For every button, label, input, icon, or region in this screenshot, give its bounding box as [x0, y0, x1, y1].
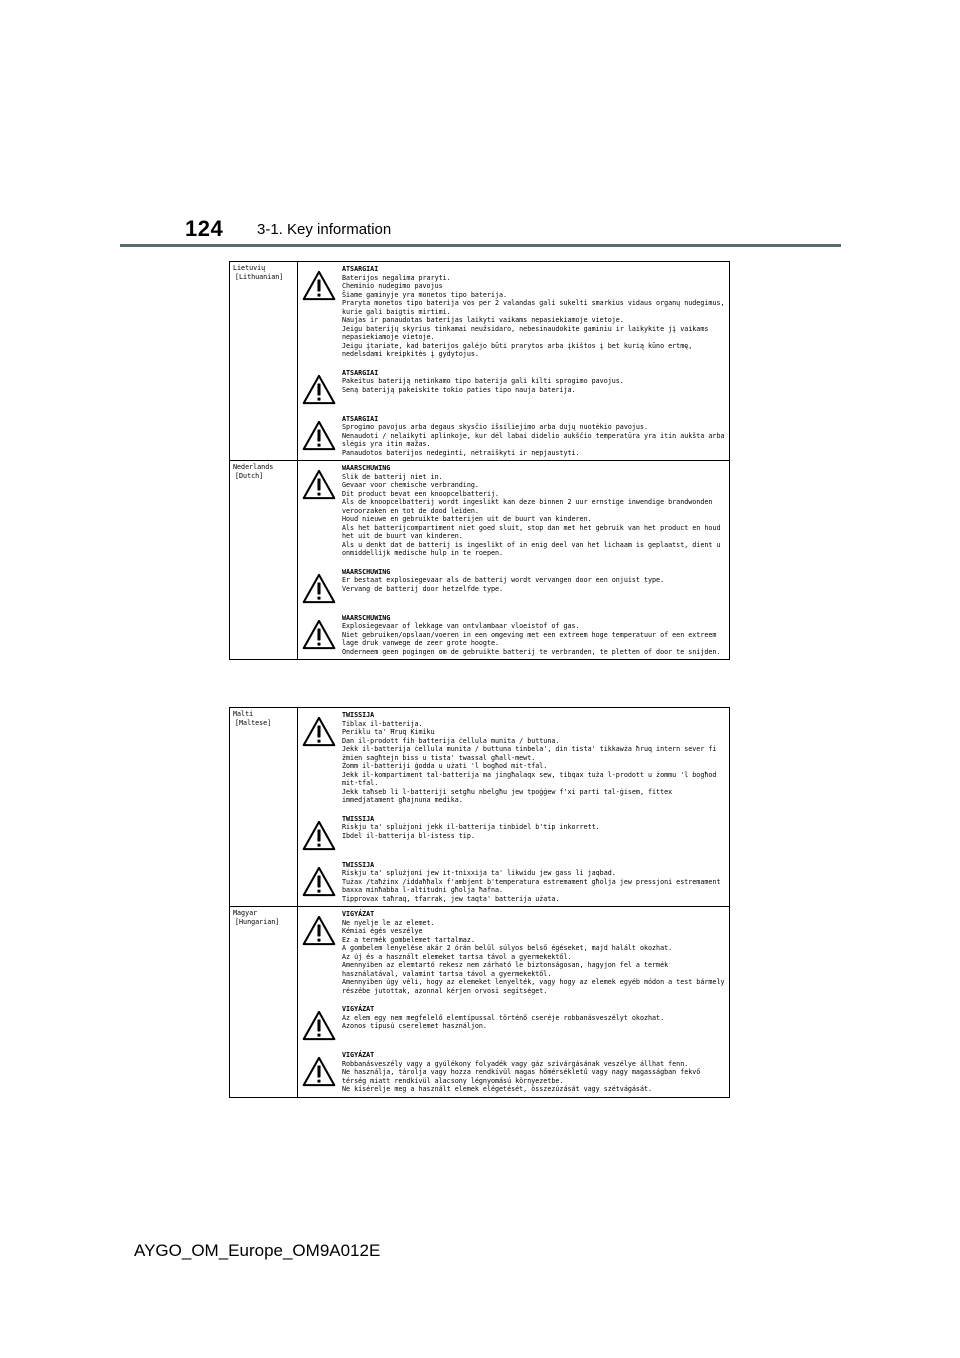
warning-line: Vervang de batterij door hetzelfde type. [342, 584, 504, 593]
warning-triangle-icon [302, 464, 342, 500]
language-cell [230, 461, 298, 660]
warning-block [302, 815, 727, 851]
warning-triangle-icon [302, 711, 342, 747]
warning-triangle-icon [302, 568, 342, 604]
language-english: [Maltese] [235, 718, 272, 727]
warning-line: Tipprovax taħraq, tfarrak, jew taqta' batterija użata. [342, 894, 560, 903]
warning-line: Praryta monetos tipo baterija vos per 2 valandas gali sukelti smarkius vidaus organų nudegimus, kurie gali baigtis mirtimi. [342, 299, 725, 316]
warning-line: Ne nyelje le az elemet. [342, 918, 435, 927]
language-name: Magyar [233, 909, 258, 917]
warning-table-1 [229, 261, 730, 660]
warning-block [302, 369, 727, 405]
language-row-hungarian [230, 907, 730, 1098]
warning-content [298, 262, 730, 461]
warning-triangle-icon [302, 1005, 342, 1041]
warning-line: Ne kísérelje meg a használt elemek elégetését, összezúzását vagy szétvágását. [342, 1085, 653, 1093]
warning-line: Amennyiben úgy véli, hogy az elemeket lenyelték, vagy hogy az elemek egyéb módon a test bármely részébe jutottak, azonnal kérjen orvosi segítséget. [342, 978, 725, 995]
warning-line: Als het batterijcompartiment niet goed sluit, stop dan met het gebruik van het product en houd het uit de buurt van kinderen. [342, 523, 721, 540]
warning-table-2 [229, 707, 730, 1098]
language-name: Lietuvių [233, 264, 266, 272]
warning-line: Robbanásveszély vagy a gyúlékony folyadék vagy gáz szivárgásának veszélye állhat fenn. [342, 1059, 689, 1068]
warning-heading: WAARSCHUWING [342, 567, 391, 576]
warning-line: Az elem egy nem megfelelő elemtípussal történő cseréje robbanásveszélyt okozhat. [342, 1013, 665, 1022]
warning-triangle-icon [302, 910, 342, 946]
warning-line: Tużax /taħżinx /iddaħħalx f'ambjent b'temperatura estremament għolja jew pressjoni estremament baxxa minħabba l-altitudni għolja ħafna. [342, 877, 721, 894]
language-cell [230, 907, 298, 1098]
warning-heading: TWISSIJA [342, 814, 375, 823]
warning-line: Slik de batterij niet in. [342, 472, 443, 481]
warning-heading: ATSARGIAI [342, 265, 379, 273]
warning-content [298, 461, 730, 660]
warning-line: Cheminio nudegimo pavojus [342, 282, 443, 290]
warning-block [302, 910, 727, 995]
warning-line: Dan il-prodott fih batterija ċellula munita / buttuna. [342, 736, 560, 745]
warning-heading: VIGYÁZAT [342, 1051, 375, 1059]
warning-block [302, 1005, 727, 1041]
warning-line: Jeigu baterijų skyrius tinkamai neužsidaro, nebesinaudokite gaminiu ir laikykite jį vaikams nepasiekiamoje vietoje. [342, 324, 709, 341]
warning-heading: ATSARGIAI [342, 368, 379, 377]
warning-line: Jekk taħseb li l-batteriji setgħu nbelgħu jew tpoġġew f'xi parti tal-ġisem, fittex immedjatament għajnuna medika. [342, 787, 673, 804]
warning-line: Riskju ta' splużjoni jekk il-batterija tinbidel b'tip inkorrett. [342, 823, 600, 831]
warning-block [302, 1051, 727, 1094]
warning-triangle-icon [302, 614, 342, 650]
language-row-dutch [230, 461, 730, 660]
warning-block [302, 265, 727, 359]
warning-line: Jekk il-kompartiment tal-batterija ma jingħalaqx sew, tibqax tuża l-prodott u żommu 'l bogħod mit-tfal. [342, 770, 717, 787]
warning-line: Niet gebruiken/opslaan/voeren in een omgeving met een extreem hoge temperatuur of een extreem lage druk vanwege de zeer grote hoogte. [342, 630, 717, 647]
warning-line: Als u denkt dat de batterij is ingeslikt of in enig deel van het lichaam is geplaatst, dient u onmiddellijk medische hulp in te roepen. [342, 540, 721, 557]
warning-triangle-icon [302, 861, 342, 897]
language-name: Nederlands [233, 463, 274, 471]
language-english: [Lithuanian] [235, 272, 284, 281]
warning-line: Ez a termék gombelemet tartalmaz. [342, 935, 475, 944]
warning-heading: WAARSCHUWING [342, 613, 391, 622]
warning-line: Panaudotos baterijos nedeginti, netraiškyti ir nepjaustyti. [342, 448, 580, 457]
language-english: [Dutch] [235, 471, 264, 480]
warning-line: Explosiegevaar of lekkage van ontvlambaar vloeistof of gas. [342, 622, 580, 630]
warning-line: Baterijos negalima praryti. [342, 273, 451, 282]
warning-line: Jekk il-batterija ċellula munita / buttuna tinbela', din tista' tikkawża ħruq intern sever fi żmien sagħtejn biss u tista' twassal għall-mewt. [342, 745, 717, 762]
warning-line: Šiame gaminyje yra monetos tipo baterija. [342, 290, 508, 299]
warning-heading: TWISSIJA [342, 711, 375, 719]
warning-content [298, 907, 730, 1098]
warning-line: Nenaudoti / nelaikyti aplinkoje, kur dėl labai didelio aukščio temperatūra yra itin aukšta arba slėgis yra itin mažas. [342, 431, 725, 448]
warning-line: Azonos típusú cserelemet használjon. [342, 1022, 487, 1030]
language-row-maltese [230, 708, 730, 907]
warning-heading: WAARSCHUWING [342, 464, 391, 472]
language-cell [230, 262, 298, 461]
language-row-lithuanian [230, 262, 730, 461]
page-number: 124 [185, 216, 224, 241]
warning-line: Onderneem geen pogingen om de gebruikte batterij te verbranden, te pletten of door te snijden. [342, 647, 721, 656]
warning-block [302, 415, 727, 458]
warning-heading: TWISSIJA [342, 860, 375, 869]
warning-line: Naujas ir panaudotas baterijas laikyti vaikams nepasiekiamoje vietoje. [342, 316, 624, 324]
warning-line: Sprogimo pavojus arba degaus skysčio išsiliejimo arba dujų nuotėkio pavojus. [342, 423, 648, 431]
section-title: 3-1. Key information [257, 221, 392, 238]
warning-line: A gombelem lenyelése akár 2 órán belül súlyos belső égéseket, majd halált okozhat. [342, 944, 673, 952]
language-name: Malti [233, 710, 254, 718]
warning-block [302, 464, 727, 558]
warning-triangle-icon [302, 815, 342, 851]
warning-block [302, 861, 727, 904]
warning-line: Riskju ta' splużjoni jew it-tnixxija ta' likwidu jew gass li jaqbad. [342, 869, 616, 877]
warning-triangle-icon [302, 1051, 342, 1087]
warning-line: Houd nieuwe en gebruikte batterijen uit de buurt van kinderen. [342, 515, 592, 523]
warning-line: Jeigu įtariate, kad baterijos galėjo būti prarytos arba įkištos į bet kurią kūno ertmę, nedelsdami kreipkitės į gydytojus. [342, 341, 693, 358]
warning-line: Żomm il-batteriji ġodda u użati 'l bogħod mit-tfal. [342, 762, 548, 770]
document-id: AYGO_OM_Europe_OM9A012E [134, 1241, 381, 1260]
language-english: [Hungarian] [235, 917, 280, 926]
warning-heading: ATSARGIAI [342, 414, 379, 423]
warning-block [302, 711, 727, 805]
warning-triangle-icon [302, 369, 342, 405]
header-rule [120, 244, 841, 247]
warning-line: Periklu ta' Ħruq Kimiku [342, 728, 435, 736]
warning-line: Seną bateriją pakeiskite tokio paties tipo nauja baterija. [342, 385, 576, 394]
warning-line: Ne használja, tárolja vagy hozza rendkívül magas hőmérsékletű vagy nagy magasságban fekvő térség miatt rendkívül alacsony légnyomású környezetbe. [342, 1068, 701, 1085]
warning-line: Az új és a használt elemeket tartsa távol a gyermekektől. [342, 952, 572, 961]
warning-heading: VIGYÁZAT [342, 910, 375, 918]
warning-block [302, 568, 727, 604]
warning-line: Amennyiben az elemtartó rekesz nem zárható le biztonságosan, hagyjon fel a termék használatával, valamint tartsa távol a gyermekektől. [342, 961, 669, 978]
warning-triangle-icon [302, 415, 342, 451]
warning-content [298, 708, 730, 907]
warning-line: Er bestaat explosiegevaar als de batterij wordt vervangen door een onjuist type. [342, 576, 665, 584]
warning-block [302, 614, 727, 657]
warning-line: Tiblax il-batterija. [342, 719, 423, 728]
language-cell [230, 708, 298, 907]
warning-line: Pakeitus bateriją netinkamo tipo baterija gali kilti sprogimo pavojus. [342, 377, 624, 385]
warning-line: Kémiai égés veszélye [342, 927, 423, 935]
warning-heading: VIGYÁZAT [342, 1005, 375, 1013]
warning-triangle-icon [302, 265, 342, 301]
warning-line: Gevaar voor chemische verbranding. [342, 481, 479, 489]
warning-line: Ibdel il-batterija bl-istess tip. [342, 831, 475, 840]
warning-line: Dit product bevat een knoopcelbatterij. [342, 489, 500, 498]
warning-line: Als de knoopcelbatterij wordt ingeslikt kan deze binnen 2 uur ernstige inwendige brandwonden veroorzaken en tot de dood leiden. [342, 498, 713, 515]
